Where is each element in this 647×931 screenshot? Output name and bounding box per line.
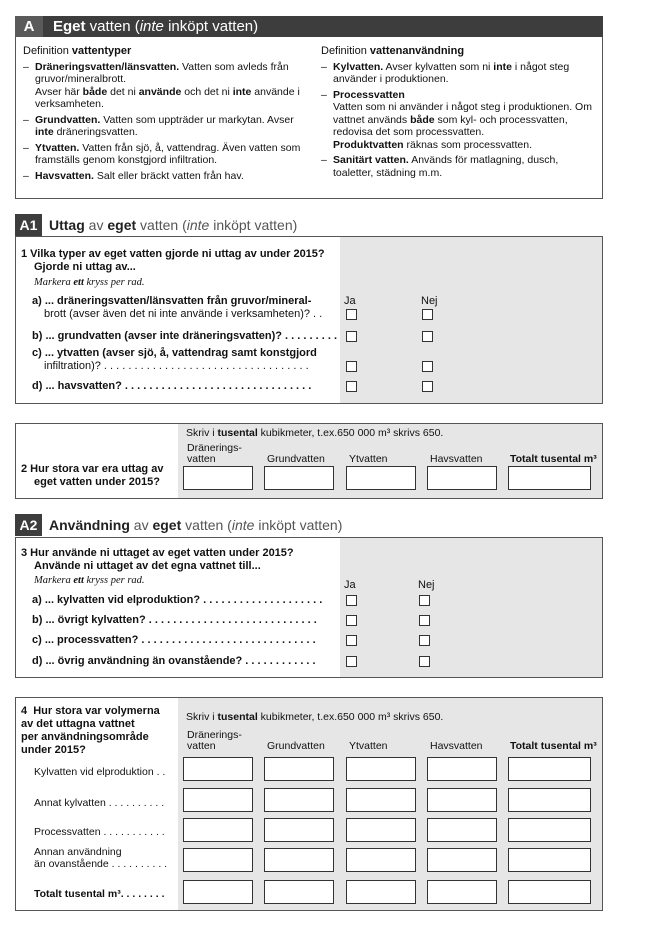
nej-label: Nej bbox=[421, 295, 438, 307]
ja-label: Ja bbox=[344, 295, 356, 307]
q3b-nej-checkbox[interactable] bbox=[419, 615, 430, 626]
definition-item: – Ytvatten. Vatten från sjö, å, vattendrag. Även vatten som framställs genom konstgjord infiltration. bbox=[23, 142, 309, 167]
q1b-nej-checkbox[interactable] bbox=[422, 331, 433, 342]
column-header-ytvatten: Ytvatten bbox=[349, 740, 388, 752]
question-4-instruction: Skriv i tusental kubikmeter, t.ex.650 000 m³ skrivs 650. bbox=[186, 711, 444, 723]
q4-row-label: Processvatten . . . . . . . . . . . bbox=[34, 826, 165, 838]
q4-kylvatten-el-havsvatten-input[interactable] bbox=[427, 757, 497, 781]
q4-processvatten-ytvatten-input[interactable] bbox=[346, 818, 416, 842]
answer-area-shade bbox=[340, 237, 602, 403]
q4-row-label: Annat kylvatten . . . . . . . . . . bbox=[34, 797, 165, 809]
column-header-grundvatten: Grundvatten bbox=[267, 453, 325, 465]
definition-item: – Sanitärt vatten. Används för matlagning, dusch, toaletter, städning m.m. bbox=[321, 154, 599, 179]
q1c-nej-checkbox[interactable] bbox=[422, 361, 433, 372]
q4-kylvatten-el-grundvatten-input[interactable] bbox=[264, 757, 334, 781]
question-1-box bbox=[15, 236, 603, 404]
question-2-text: 2 Hur stora var era uttag av eget vatten under 2015? bbox=[21, 463, 164, 488]
question-1-row-b: b) ... grundvatten (avser inte dräneringsvatten)? . . . . . . . . . bbox=[32, 330, 337, 342]
q1a-nej-checkbox[interactable] bbox=[422, 309, 433, 320]
q2-grundvatten-input[interactable] bbox=[264, 466, 334, 490]
q4-annan-anvandning-ytvatten-input[interactable] bbox=[346, 848, 416, 872]
column-header-havsvatten: Havsvatten bbox=[430, 453, 483, 465]
question-2-instruction: Skriv i tusental kubikmeter, t.ex.650 000 m³ skrivs 650. bbox=[186, 427, 444, 439]
q4-annan-anvandning-grundvatten-input[interactable] bbox=[264, 848, 334, 872]
question-3-note: Markera ett kryss per rad. bbox=[34, 575, 145, 586]
q4-annan-anvandning-dranering-input[interactable] bbox=[183, 848, 253, 872]
nej-label: Nej bbox=[418, 579, 435, 591]
question-3-row-a: a) ... kylvatten vid elproduktion? . . . . . . . . . . . . . . . . . . . . bbox=[32, 594, 323, 606]
q4-annat-kylvatten-ytvatten-input[interactable] bbox=[346, 788, 416, 812]
column-header-dranering: Dränerings- vatten bbox=[187, 442, 242, 465]
q4-annat-kylvatten-havsvatten-input[interactable] bbox=[427, 788, 497, 812]
q2-ytvatten-input[interactable] bbox=[346, 466, 416, 490]
q4-processvatten-grundvatten-input[interactable] bbox=[264, 818, 334, 842]
definition-water-use-heading: Definition vattenanvändning bbox=[321, 45, 465, 57]
definition-item: – Grundvatten. Vatten som uppträder ur markytan. Avser inte dräneringsvatten. bbox=[23, 114, 309, 139]
q4-row-label-total: Totalt tusental m³. . . . . . . . bbox=[34, 888, 165, 900]
ja-label: Ja bbox=[344, 579, 356, 591]
q3d-ja-checkbox[interactable] bbox=[346, 656, 357, 667]
section-a2-tag: A2 bbox=[15, 514, 42, 536]
q1c-ja-checkbox[interactable] bbox=[346, 361, 357, 372]
q4-processvatten-totalt-input[interactable] bbox=[508, 818, 591, 842]
section-a1-tag: A1 bbox=[15, 214, 42, 236]
q1a-ja-checkbox[interactable] bbox=[346, 309, 357, 320]
question-1-note: Markera ett kryss per rad. bbox=[34, 277, 145, 288]
q1d-nej-checkbox[interactable] bbox=[422, 381, 433, 392]
column-header-grundvatten: Grundvatten bbox=[267, 740, 325, 752]
question-1-text: 1 Vilka typer av eget vatten gjorde ni uttag av under 2015? Gjorde ni uttag av... bbox=[21, 248, 325, 273]
q4-annan-anvandning-havsvatten-input[interactable] bbox=[427, 848, 497, 872]
question-3-row-d: d) ... övrig användning än ovanstående? . . . . . . . . . . . . bbox=[32, 655, 316, 667]
q3a-ja-checkbox[interactable] bbox=[346, 595, 357, 606]
question-3-row-c: c) ... processvatten? . . . . . . . . . . . . . . . . . . . . . . . . . . . . . bbox=[32, 634, 316, 646]
definition-item: – Dräneringsvatten/länsvatten. Vatten som avleds från gruvor/mineralbrott. Avser här både det ni använde och det ni inte använde i verksamheten. bbox=[23, 61, 309, 111]
q4-kylvatten-el-dranering-input[interactable] bbox=[183, 757, 253, 781]
q4-kylvatten-el-ytvatten-input[interactable] bbox=[346, 757, 416, 781]
q2-havsvatten-input[interactable] bbox=[427, 466, 497, 490]
q4-annat-kylvatten-grundvatten-input[interactable] bbox=[264, 788, 334, 812]
definition-water-types-heading: Definition vattentyper bbox=[23, 45, 132, 57]
q3c-nej-checkbox[interactable] bbox=[419, 635, 430, 646]
q4-totalt-dranering-input[interactable] bbox=[183, 880, 253, 904]
q4-totalt-havsvatten-input[interactable] bbox=[427, 880, 497, 904]
q4-annat-kylvatten-dranering-input[interactable] bbox=[183, 788, 253, 812]
q4-totalt-grundvatten-input[interactable] bbox=[264, 880, 334, 904]
question-4-box bbox=[15, 697, 603, 911]
question-4-text: 4 Hur stora var volymerna av det uttagna vattnet per användningsområde under 2015? bbox=[21, 705, 160, 756]
section-a2-header bbox=[15, 514, 603, 536]
section-a-header bbox=[15, 16, 603, 37]
answer-area-shade bbox=[340, 538, 602, 677]
column-header-havsvatten: Havsvatten bbox=[430, 740, 483, 752]
question-1-row-a: a) ... dräneringsvatten/länsvatten från gruvor/mineral- brott (avser även det ni inte använde i verksamheten)? . . bbox=[32, 295, 323, 320]
q3b-ja-checkbox[interactable] bbox=[346, 615, 357, 626]
definition-item: – Kylvatten. Avser kylvatten som ni inte i något steg använder i produktionen. bbox=[321, 61, 599, 86]
q4-row-label: Annan användning än ovanstående . . . . . . . . . . bbox=[34, 846, 168, 870]
question-3-row-b: b) ... övrigt kylvatten? . . . . . . . . . . . . . . . . . . . . . . . . . . . . bbox=[32, 614, 317, 626]
column-header-totalt: Totalt tusental m³ bbox=[510, 453, 597, 465]
section-a1-title: Uttag av eget vatten (inte inköpt vatten) bbox=[49, 217, 298, 233]
question-3-box bbox=[15, 537, 603, 678]
q1d-ja-checkbox[interactable] bbox=[346, 381, 357, 392]
q4-row-label: Kylvatten vid elproduktion . . bbox=[34, 766, 166, 778]
definition-item: – Havsvatten. Salt eller bräckt vatten från hav. bbox=[23, 170, 309, 183]
q2-totalt-input[interactable] bbox=[508, 466, 591, 490]
definition-water-types bbox=[23, 45, 309, 185]
q2-dranering-input[interactable] bbox=[183, 466, 253, 490]
question-1-row-d: d) ... havsvatten? . . . . . . . . . . . . . . . . . . . . . . . . . . . . . . . bbox=[32, 380, 312, 392]
section-a2-title: Användning av eget vatten (inte inköpt vatten) bbox=[49, 517, 343, 533]
q1b-ja-checkbox[interactable] bbox=[346, 331, 357, 342]
q4-processvatten-dranering-input[interactable] bbox=[183, 818, 253, 842]
column-header-dranering: Dränerings- vatten bbox=[187, 729, 242, 752]
question-1-row-c: c) ... ytvatten (avser sjö, å, vattendrag samt konstgjord infiltration)? . . . . . . . . . . . . . . . . . . . . . . . . . . . . . . . . . . bbox=[32, 347, 317, 372]
definitions-box bbox=[15, 37, 603, 199]
question-3-text: 3 Hur använde ni uttaget av eget vatten under 2015? Använde ni uttaget av det egna vattnet till... bbox=[21, 547, 294, 572]
q4-annan-anvandning-totalt-input[interactable] bbox=[508, 848, 591, 872]
section-a1-header bbox=[15, 214, 603, 236]
column-header-totalt: Totalt tusental m³ bbox=[510, 740, 597, 752]
section-a-letter: A bbox=[15, 16, 43, 37]
column-header-ytvatten: Ytvatten bbox=[349, 453, 388, 465]
q4-annat-kylvatten-totalt-input[interactable] bbox=[508, 788, 591, 812]
q4-kylvatten-el-totalt-input[interactable] bbox=[508, 757, 591, 781]
q3d-nej-checkbox[interactable] bbox=[419, 656, 430, 667]
q4-processvatten-havsvatten-input[interactable] bbox=[427, 818, 497, 842]
q3c-ja-checkbox[interactable] bbox=[346, 635, 357, 646]
section-a-title: Eget vatten (inte inköpt vatten) bbox=[53, 18, 259, 35]
definition-water-use bbox=[321, 45, 599, 182]
definition-item: – Processvatten Vatten som ni använder i något steg i produktionen. Om vattnet används både som kyl- och processvatten, redovisa det som processvatten. Produktvatten räknas som processvatten. bbox=[321, 89, 599, 152]
q4-totalt-totalt-input[interactable] bbox=[508, 880, 591, 904]
question-2-box bbox=[15, 423, 603, 499]
q3a-nej-checkbox[interactable] bbox=[419, 595, 430, 606]
q4-totalt-ytvatten-input[interactable] bbox=[346, 880, 416, 904]
